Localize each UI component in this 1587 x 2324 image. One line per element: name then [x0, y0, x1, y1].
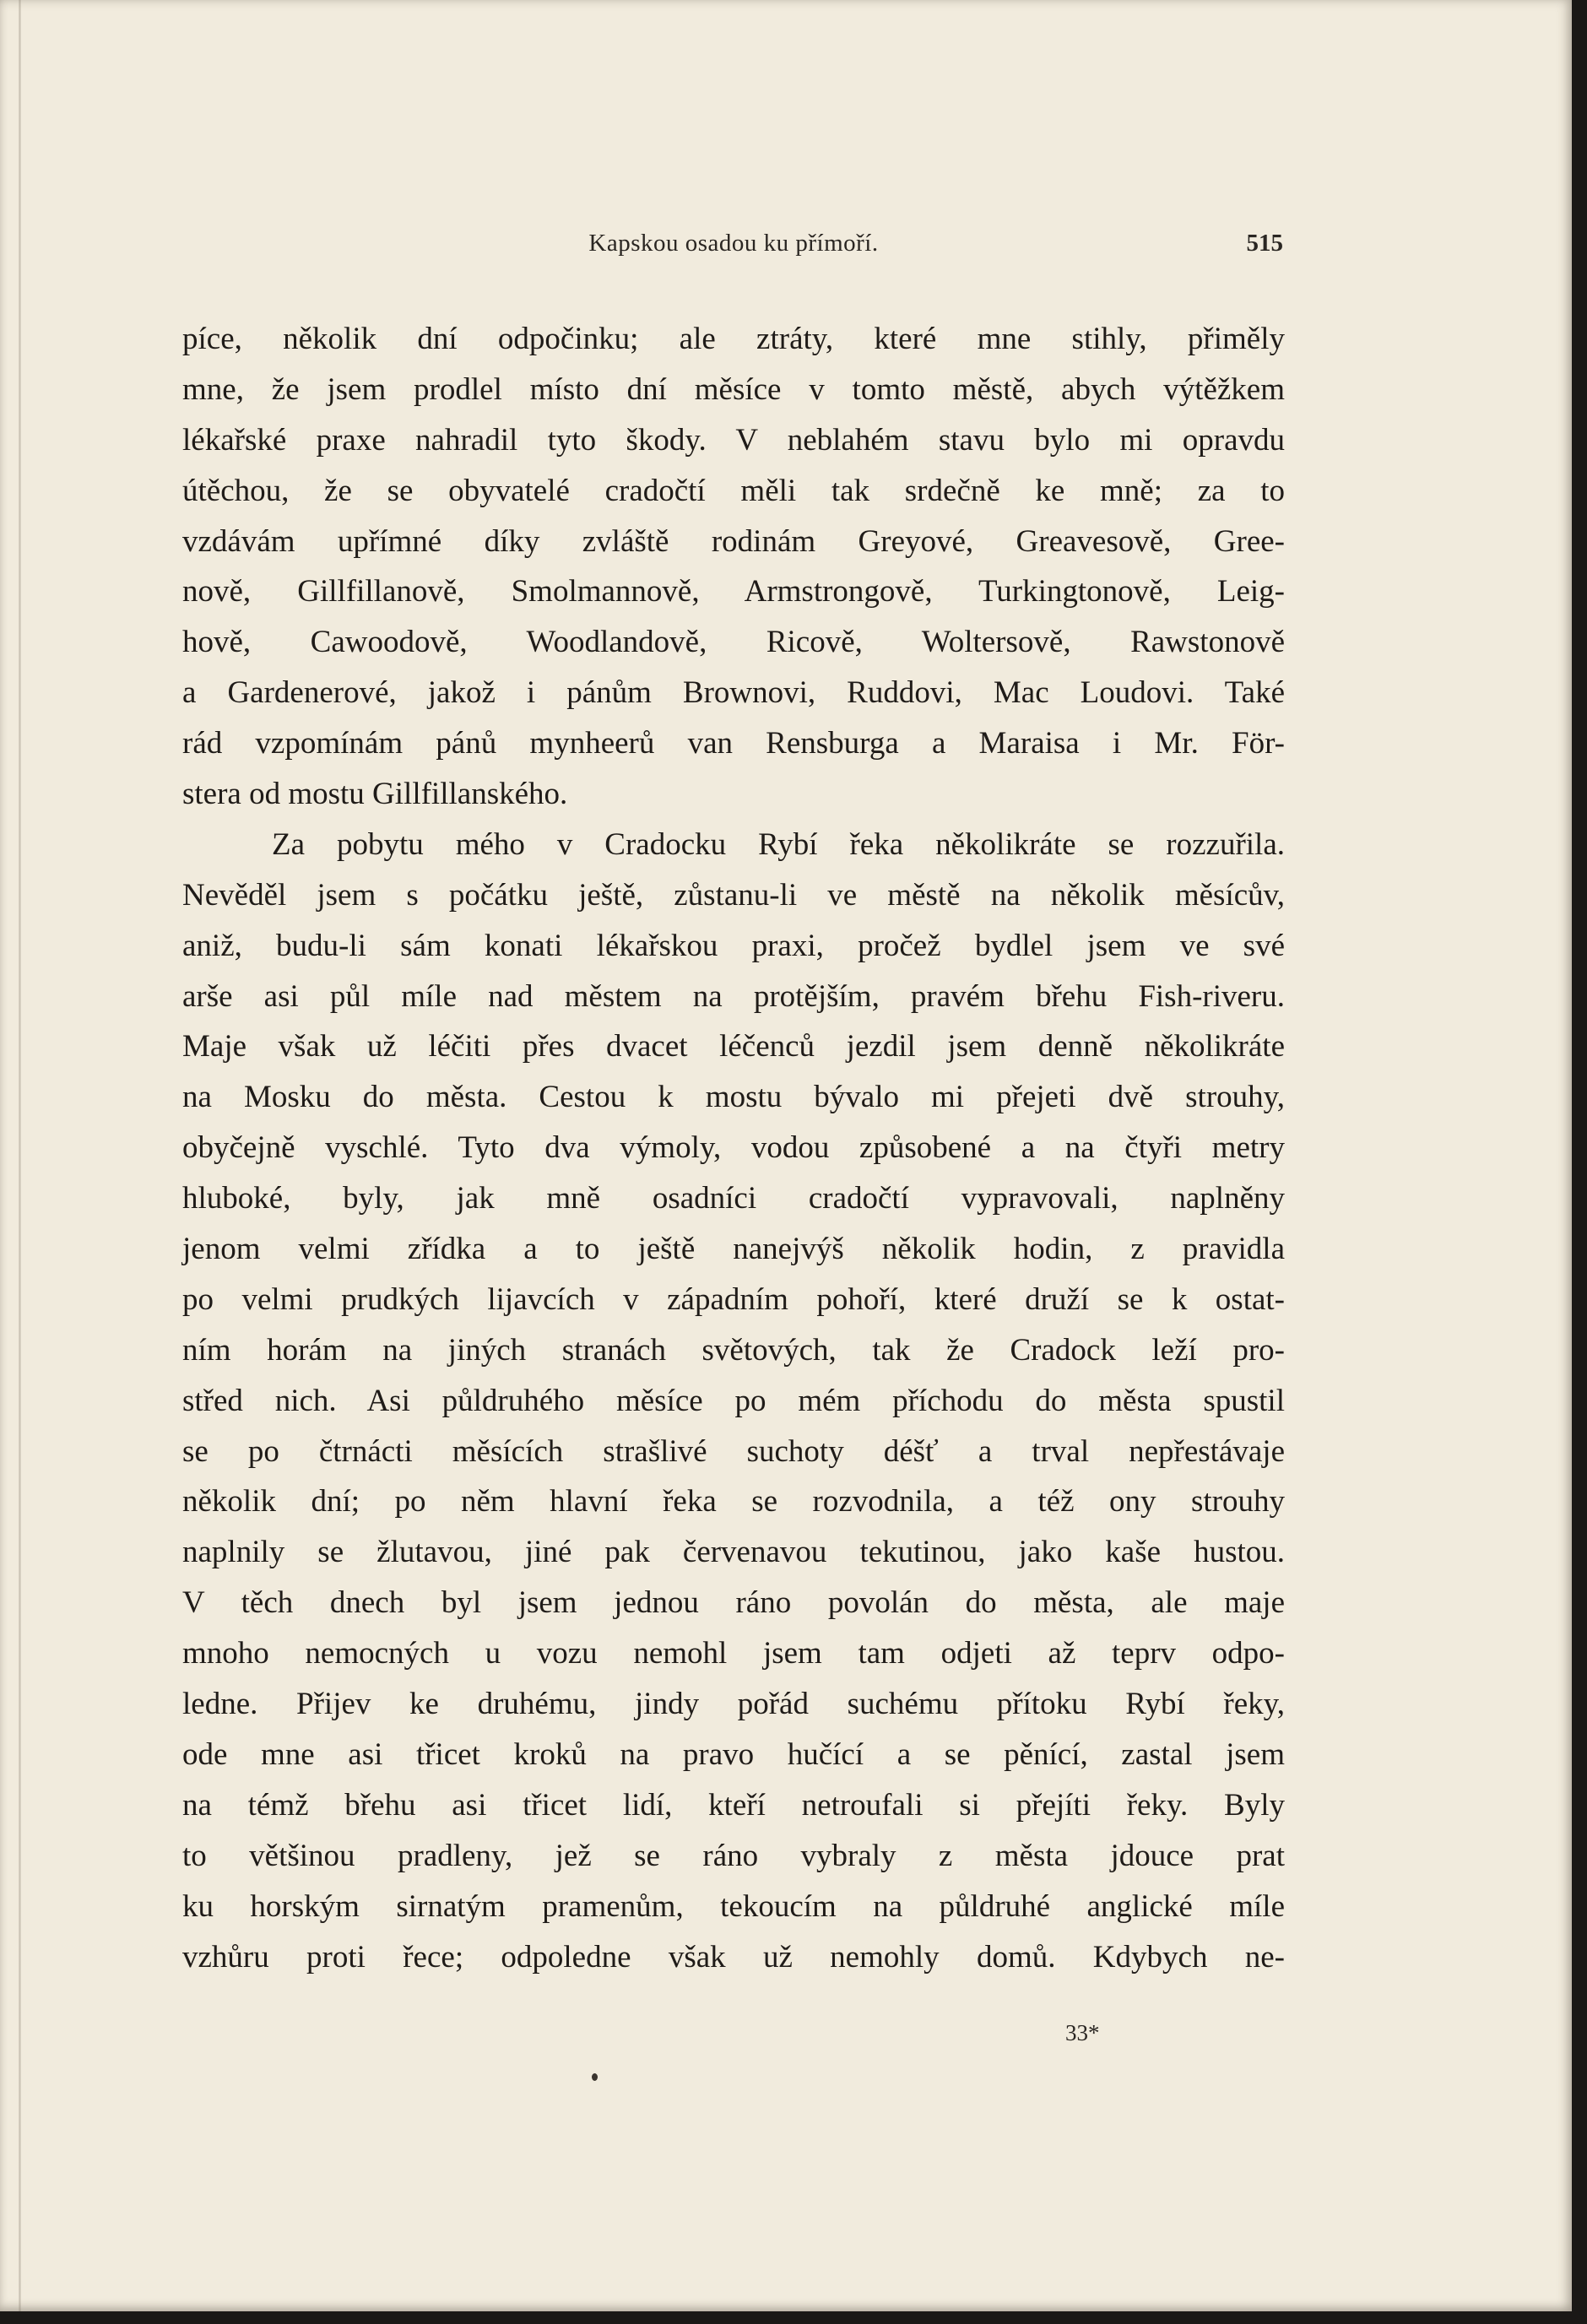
- text-line: na témž břehu asi třicet lidí, kteří netroufali si přejíti řeky. Byly: [182, 1787, 1285, 1823]
- text-line: Za pobytu mého v Cradocku Rybí řeka několikráte se rozzuřila.: [272, 826, 1285, 862]
- running-title: Kapskou osadou ku přímoří.: [588, 230, 879, 257]
- text-line: rád vzpomínám pánů mynheerů van Rensburga a Maraisa i Mr. För-: [182, 726, 1285, 761]
- text-line: útěchou, že se obyvatelé cradočtí měli tak srdečně ke mně; za to: [182, 473, 1285, 508]
- text-line: jenom velmi zřídka a to ještě nanejvýš několik hodin, z pravidla: [182, 1232, 1285, 1267]
- text-line: na Mosku do města. Cestou k mostu bývalo mi přejeti dvě strouhy,: [182, 1080, 1285, 1115]
- scan-edge-bottom: [0, 2311, 1587, 2324]
- text-line: to většinou pradleny, jež se ráno vybraly z města jdouce prat: [182, 1838, 1285, 1873]
- text-line: ním horám na jiných stranách světových, tak že Cradock leží pro-: [182, 1332, 1285, 1368]
- text-line: střed nich. Asi půldruhého měsíce po mém příchodu do města spustil: [182, 1383, 1285, 1418]
- text-line: mne, že jsem prodlel místo dní měsíce v tomto městě, abych výtěžkem: [182, 371, 1285, 407]
- text-line: hluboké, byly, jak mně osadníci cradočtí vypravovali, naplněny: [182, 1181, 1285, 1216]
- text-line: ode mne asi třicet kroků na pravo hučící a se pěnící, zastal jsem: [182, 1736, 1285, 1772]
- text-line: arše asi půl míle nad městem na protějším, pravém břehu Fish-riveru.: [182, 978, 1285, 1014]
- text-line: aniž, budu-li sám konati lékařskou praxi, pročež bydlel jsem ve své: [182, 928, 1285, 963]
- text-line: V těch dnech byl jsem jednou ráno povolán do města, ale maje: [182, 1585, 1285, 1621]
- text-line: mnoho nemocných u vozu nemohl jsem tam odjeti až teprv odpo-: [182, 1636, 1285, 1671]
- text-line: ledne. Přijev ke druhému, jindy pořád suchému přítoku Rybí řeky,: [182, 1687, 1285, 1722]
- text-line: hově, Cawoodově, Woodlandově, Ricově, Woltersově, Rawstonově: [182, 625, 1285, 660]
- running-head: [184, 230, 1283, 268]
- text-line: a Gardenerové, jakož i pánům Brownovi, Ruddovi, Mac Loudovi. Také: [182, 675, 1285, 711]
- binding-gutter: [19, 0, 21, 2311]
- text-line: Nevěděl jsem s počátku ještě, zůstanu-li ve městě na několik měsícův,: [182, 877, 1285, 913]
- text-line: ku horským sirnatým pramenům, tekoucím na půldruhé anglické míle: [182, 1888, 1285, 1924]
- page-number: 515: [1246, 230, 1283, 257]
- ink-speck: [592, 2073, 598, 2081]
- paragraph: [182, 820, 1285, 1982]
- signature-mark: 33*: [1065, 2020, 1100, 2045]
- text-line: naplnily se žlutavou, jiné pak červenavou tekutinou, jako kaše hustou.: [182, 1535, 1285, 1570]
- text-line: Maje však už léčiti přes dvacet léčenců jezdil jsem denně několikráte: [182, 1029, 1285, 1064]
- text-line: po velmi prudkých lijavcích v západním pohoří, které druží se k ostat-: [182, 1281, 1285, 1317]
- body-text: [182, 314, 1285, 1982]
- text-line: vzdávám upřímné díky zvláště rodinám Greyové, Greavesově, Gree-: [182, 523, 1285, 559]
- scan-edge-right: [1572, 0, 1587, 2324]
- text-line: píce, několik dní odpočinku; ale ztráty, které mne stihly, přiměly: [182, 322, 1285, 356]
- text-line: se po čtrnácti měsících strašlivé suchoty déšť a trval nepřestávaje: [182, 1433, 1285, 1469]
- paragraph: [182, 314, 1285, 820]
- text-line: obyčejně vyschlé. Tyto dva výmoly, vodou způsobené a na čtyři metry: [182, 1130, 1285, 1166]
- text-line: lékařské praxe nahradil tyto škody. V neblahém stavu bylo mi opravdu: [182, 422, 1285, 458]
- text-line: stera od mostu Gillfillanského.: [182, 777, 568, 812]
- text-line: několik dní; po něm hlavní řeka se rozvodnila, a též ony strouhy: [182, 1484, 1285, 1520]
- text-line: vzhůru proti řece; odpoledne však už nemohly domů. Kdybych ne-: [182, 1939, 1285, 1975]
- text-line: nově, Gillfillanově, Smolmannově, Armstrongově, Turkingtonově, Leig-: [182, 574, 1285, 609]
